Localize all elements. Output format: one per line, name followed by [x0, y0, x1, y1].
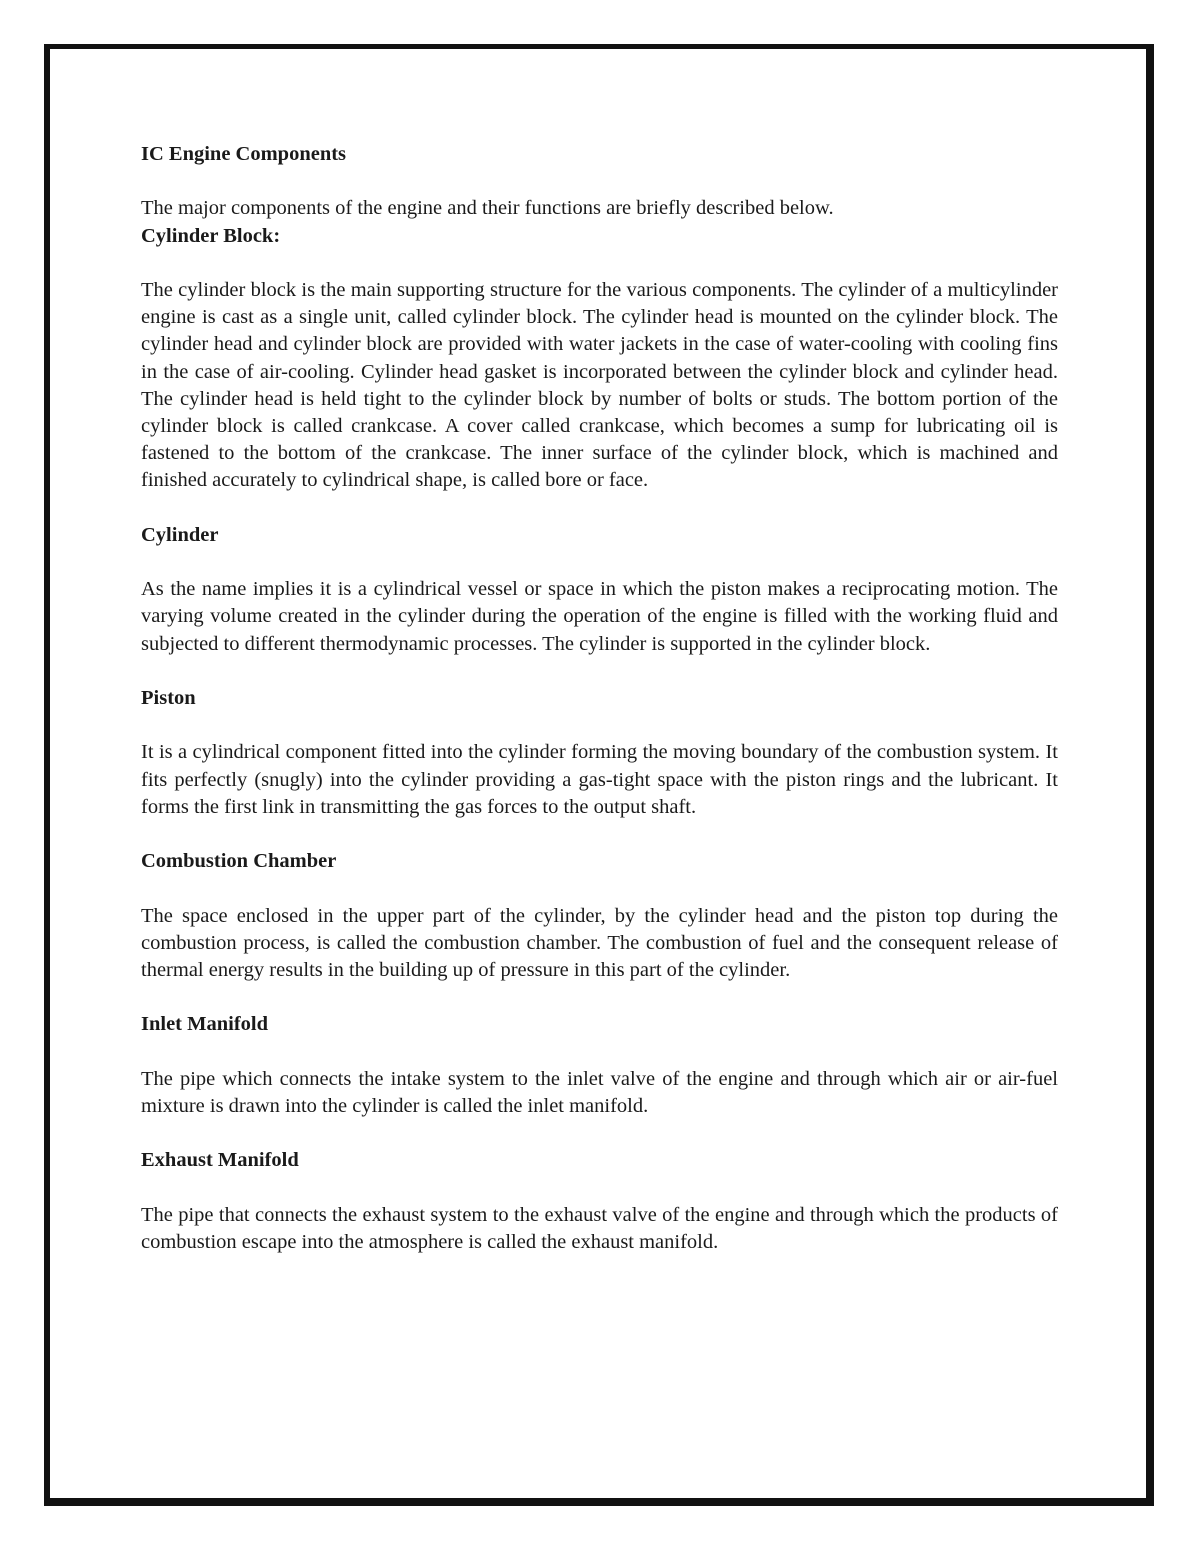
- spacer: [141, 984, 1058, 1011]
- spacer: [141, 712, 1058, 739]
- spacer: [141, 821, 1058, 848]
- spacer: [141, 1120, 1058, 1147]
- section-body-piston: It is a cylindrical component fitted into the cylinder forming the moving boundary of the combustion system. It fits perfectly (snugly) into the cylinder providing a gas-tight space with the piston rings and the lubricant. It forms the first link in transmitting the gas forces to the output shaft.: [141, 741, 1058, 818]
- spacer: [141, 658, 1058, 685]
- section-heading-inlet-manifold: Inlet Manifold: [141, 1013, 268, 1036]
- intro-paragraph: The major components of the engine and their functions are briefly described below.: [141, 197, 834, 220]
- spacer: [141, 495, 1058, 522]
- section-heading-combustion-chamber: Combustion Chamber: [141, 850, 337, 873]
- spacer: [141, 250, 1058, 277]
- section-heading-piston: Piston: [141, 686, 196, 709]
- spacer: [141, 549, 1058, 576]
- section-body-cylinder-block: The cylinder block is the main supporting structure for the various components. The cylinder of a multicylinder engine is cast as a single unit, called cylinder block. The cylinder head is mounted on the cylinder block. The cylinder head and cylinder block are provided with water jackets in the case of water-cooling with cooling fins in the case of air-cooling. Cylinder head gasket is incorporated between the cylinder block and cylinder head. The cylinder head is held tight to the cylinder block by number of bolts or studs. The bottom portion of the cylinder block is called crankcase. A cover called crankcase, which becomes a sump for lubricating oil is fastened to the bottom of the crankcase. The inner surface of the cylinder block, which is machined and finished accurately to cylindrical shape, is called bore or face.: [141, 278, 1058, 492]
- spacer: [141, 875, 1058, 902]
- section-heading-cylinder-block: Cylinder Block:: [141, 224, 281, 247]
- document-title: IC Engine Components: [141, 143, 347, 165]
- section-body-inlet-manifold: The pipe which connects the intake system to the inlet valve of the engine and through which air or air-fuel mixture is drawn into the cylinder is called the inlet manifold.: [141, 1067, 1058, 1117]
- spacer: [141, 1175, 1058, 1202]
- section-body-combustion-chamber: The space enclosed in the upper part of the cylinder, by the cylinder head and the piston top during the combustion process, is called the combustion chamber. The combustion of fuel and the consequent release of thermal energy results in the building up of pressure in this part of the cylinder.: [141, 904, 1058, 981]
- spacer: [141, 168, 1058, 195]
- section-heading-cylinder: Cylinder: [141, 523, 219, 546]
- section-heading-exhaust-manifold: Exhaust Manifold: [141, 1149, 299, 1172]
- spacer: [141, 1039, 1058, 1066]
- section-body-exhaust-manifold: The pipe that connects the exhaust system to the exhaust valve of the engine and through which the products of combustion escape into the atmosphere is called the exhaust manifold.: [141, 1203, 1058, 1253]
- section-body-cylinder: As the name implies it is a cylindrical vessel or space in which the piston makes a reciprocating motion. The varying volume created in the cylinder during the operation of the engine is filled with the working fluid and subjected to different thermodynamic processes. The cylinder is supported in the cylinder block.: [141, 578, 1058, 655]
- document-body: [141, 141, 1058, 1256]
